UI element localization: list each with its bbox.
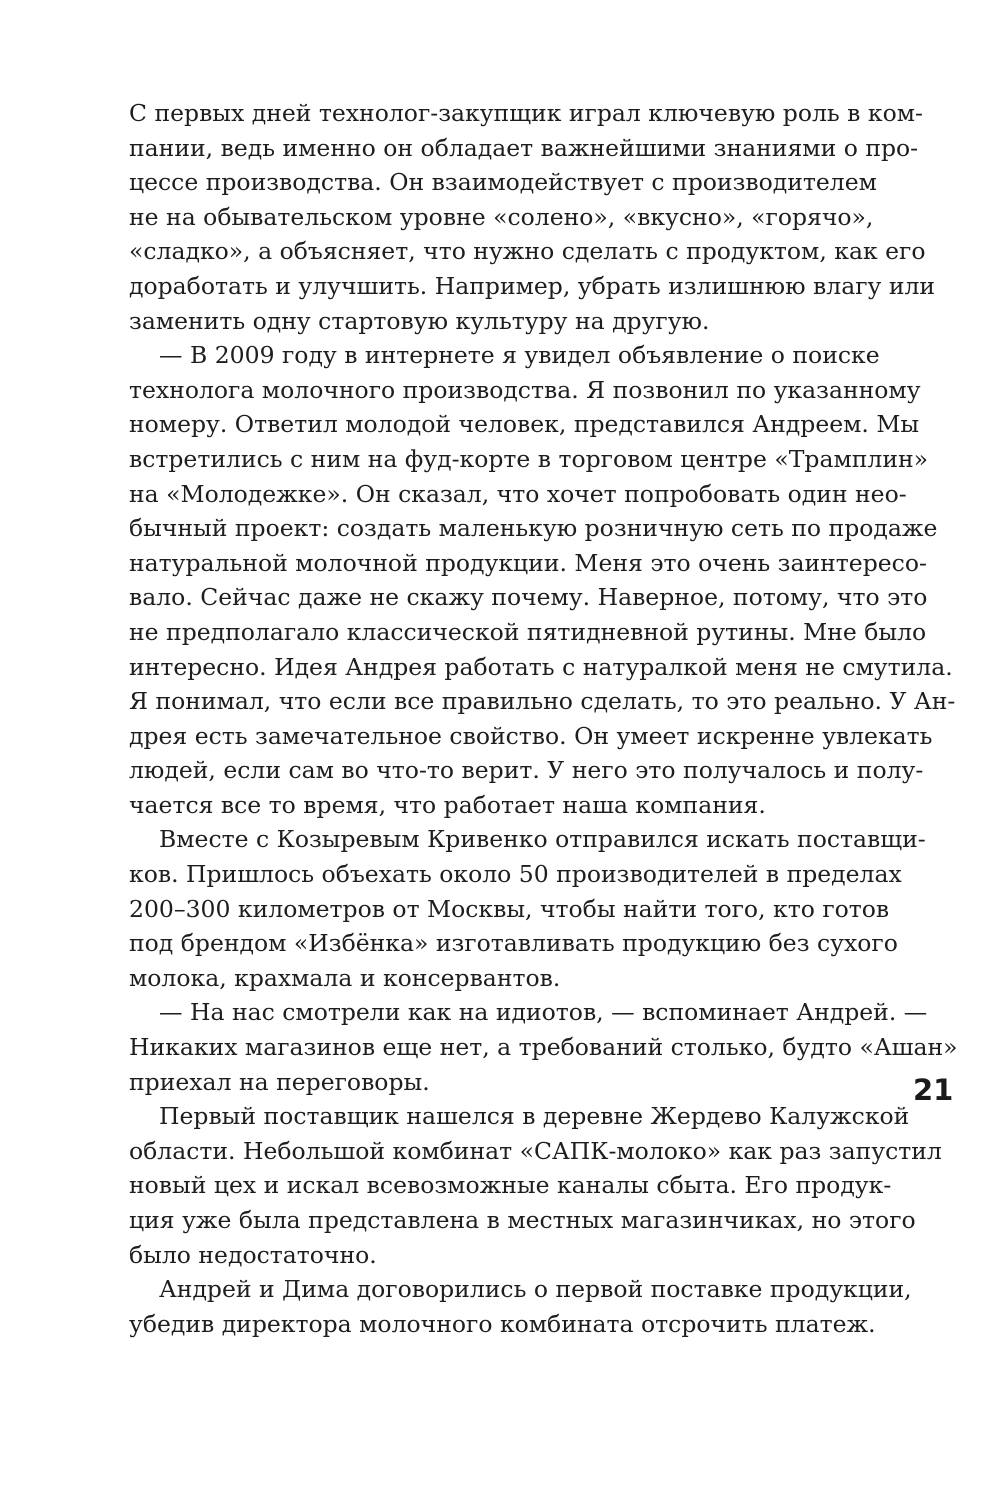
text-line: пании, ведь именно он обладает важнейшими знаниями о про- xyxy=(129,133,919,162)
text-line: 200–300 километров от Москвы, чтобы найти того, кто готов xyxy=(129,894,890,923)
text-line: вало. Сейчас даже не скажу почему. Наверное, потому, что это xyxy=(129,583,928,612)
text-line: заменить одну стартовую культуру на другую. xyxy=(129,306,710,335)
text-line: бычный проект: создать маленькую розничную сеть по продаже xyxy=(129,514,938,543)
paragraph xyxy=(129,338,956,822)
paragraph xyxy=(129,822,926,995)
text-line: убедив директора молочного комбината отсрочить платеж. xyxy=(129,1309,876,1338)
text-line: Вместе с Козыревым Кривенко отправился искать поставщи- xyxy=(159,825,926,854)
text-line: было недостаточно. xyxy=(129,1240,377,1269)
paragraph xyxy=(129,1272,912,1341)
text-line: людей, если сам во что-то верит. У него это получалось и полу- xyxy=(129,756,924,785)
text-line: — На нас смотрели как на идиотов, — вспоминает Андрей. — xyxy=(159,998,928,1027)
text-line: «сладко», а объясняет, что нужно сделать с продуктом, как его xyxy=(129,237,926,266)
page-number: 21 xyxy=(913,1073,954,1107)
text-line: области. Небольшой комбинат «САПК-молоко» как раз запустил xyxy=(129,1136,942,1165)
text-line: номеру. Ответил молодой человек, представился Андреем. Мы xyxy=(129,410,920,439)
text-line: новый цех и искал всевозможные каналы сбыта. Его продук- xyxy=(129,1171,892,1200)
text-line: молока, крахмала и консервантов. xyxy=(129,963,561,992)
text-line: дрея есть замечательное свойство. Он умеет искренне увлекать xyxy=(129,721,933,750)
text-line: Я понимал, что если все правильно сделать, то это реально. У Ан- xyxy=(129,687,956,716)
text-line: натуральной молочной продукции. Меня это очень заинтересо- xyxy=(129,548,927,577)
text-line: под брендом «Избёнка» изготавливать продукцию без сухого xyxy=(129,929,898,958)
paragraph xyxy=(129,96,936,338)
text-line: технолога молочного производства. Я позвонил по указанному xyxy=(129,375,921,404)
text-line: — В 2009 году в интернете я увидел объявление о поиске xyxy=(159,341,880,370)
text-line: ков. Пришлось объехать около 50 производителей в пределах xyxy=(129,860,902,889)
text-line: цессе производства. Он взаимодействует с производителем xyxy=(129,168,877,197)
text-line: интересно. Идея Андрея работать с натуралкой меня не смутила. xyxy=(129,652,953,681)
text-line: доработать и улучшить. Например, убрать излишнюю влагу или xyxy=(129,271,936,300)
text-line: Никаких магазинов еще нет, а требований столько, будто «Ашан» xyxy=(129,1033,958,1062)
text-line: приехал на переговоры. xyxy=(129,1067,430,1096)
text-line: встретились с ним на фуд-корте в торговом центре «Трамплин» xyxy=(129,444,929,473)
text-line: ция уже была представлена в местных магазинчиках, но этого xyxy=(129,1206,916,1234)
text-line: Первый поставщик нашелся в деревне Жердево Калужской xyxy=(159,1102,910,1131)
text-line: не на обывательском уровне «солено», «вкусно», «горячо», xyxy=(129,202,874,231)
text-line: чается все то время, что работает наша компания. xyxy=(129,790,766,819)
paragraph xyxy=(129,1099,942,1272)
text-line: Андрей и Дима договорились о первой поставке продукции, xyxy=(159,1275,912,1304)
text-line: С первых дней технолог-закупщик играл ключевую роль в ком- xyxy=(129,99,923,127)
text-line: на «Молодежке». Он сказал, что хочет попробовать один нео- xyxy=(129,479,907,508)
text-line: не предполагало классической пятидневной рутины. Мне было xyxy=(129,617,927,646)
